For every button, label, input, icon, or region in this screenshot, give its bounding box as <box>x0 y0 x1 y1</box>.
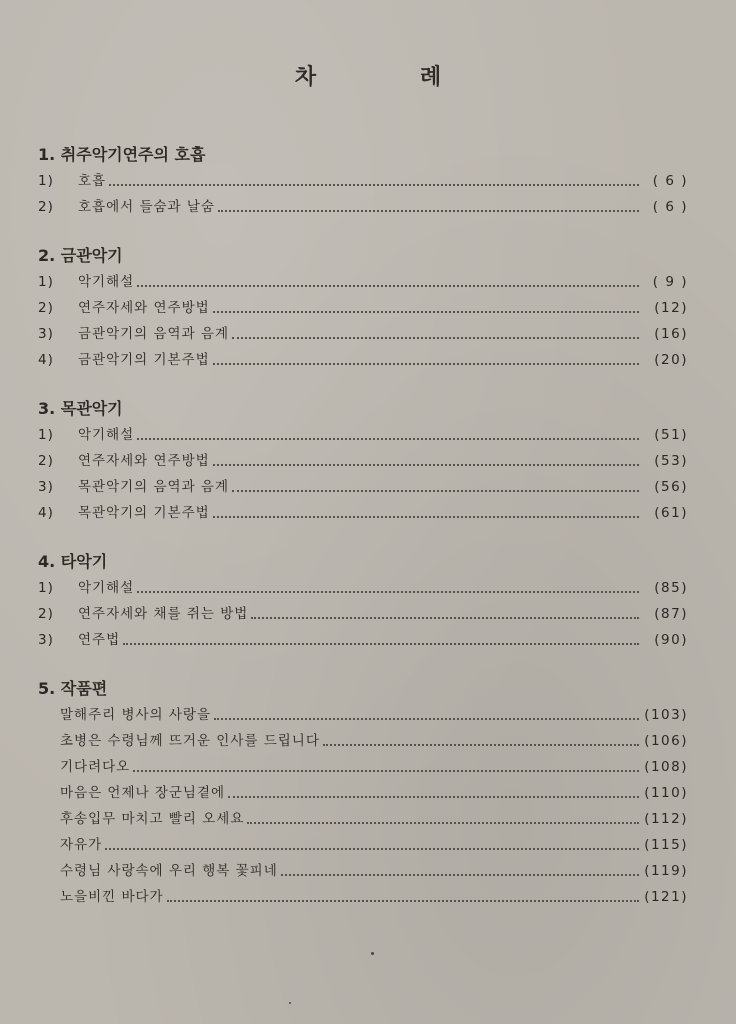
toc-section-2 <box>38 243 688 373</box>
entry-page: (51) <box>654 427 688 443</box>
dot-leader <box>137 438 639 440</box>
dot-leader <box>281 874 639 876</box>
dot-leader <box>123 643 639 645</box>
entry-label: 악기해설 <box>78 580 135 596</box>
entry-page: (90) <box>654 632 688 648</box>
entry-number: 2) <box>38 606 54 622</box>
toc-section-5 <box>38 676 688 910</box>
toc-entry <box>38 728 688 754</box>
entry-label: 목관악기의 음역과 음계 <box>78 479 229 495</box>
entry-page: (103) <box>644 707 688 723</box>
entry-page: (56) <box>654 479 688 495</box>
table-of-contents <box>38 142 688 933</box>
toc-entry <box>38 168 688 194</box>
toc-entry <box>38 806 688 832</box>
dot-leader <box>232 490 639 492</box>
toc-entry <box>38 500 688 526</box>
dot-leader <box>214 718 639 720</box>
entry-label: 연주법 <box>78 632 121 648</box>
dot-leader <box>167 900 639 902</box>
dot-leader <box>109 184 639 186</box>
entry-number: 3) <box>38 479 54 495</box>
dot-leader <box>247 822 639 824</box>
toc-entry <box>38 422 688 448</box>
entry-label: 연주자세와 연주방법 <box>78 453 210 469</box>
toc-entry <box>38 601 688 627</box>
dot-leader <box>213 363 639 365</box>
entry-number: 1) <box>38 173 54 189</box>
entry-page: (16) <box>654 326 688 342</box>
section-heading: 5. 작품편 <box>38 679 108 698</box>
dot-leader <box>213 464 639 466</box>
entry-page: (53) <box>654 453 688 469</box>
entry-number: 3) <box>38 326 54 342</box>
toc-entry <box>38 474 688 500</box>
dot-leader <box>133 770 639 772</box>
entry-label: 말해주리 병사의 사랑을 <box>60 707 211 723</box>
toc-entry <box>38 295 688 321</box>
dot-leader <box>218 210 639 212</box>
entry-label: 기다려다오 <box>60 759 131 775</box>
entry-label: 연주자세와 채를 쥐는 방법 <box>78 606 249 622</box>
entry-number: 1) <box>38 274 54 290</box>
toc-entry <box>38 832 688 858</box>
toc-entry <box>38 702 688 728</box>
entry-page: (87) <box>654 606 688 622</box>
entry-page: (110) <box>644 785 688 801</box>
entry-label: 호흡 <box>78 173 107 189</box>
entry-page: (20) <box>654 352 688 368</box>
page-title: 차 례 <box>294 65 490 90</box>
entry-label: 연주자세와 연주방법 <box>78 300 210 316</box>
entry-page: (112) <box>644 811 688 827</box>
toc-section-1 <box>38 142 688 220</box>
entry-page: ( 9 ) <box>652 274 688 290</box>
toc-entry <box>38 194 688 220</box>
entry-number: 2) <box>38 300 54 316</box>
entry-label: 호흡에서 들숨과 날숨 <box>78 199 215 215</box>
toc-entry <box>38 448 688 474</box>
dot-leader <box>232 337 639 339</box>
entry-page: (61) <box>654 505 688 521</box>
entry-label: 악기해설 <box>78 274 135 290</box>
entry-label: 마음은 언제나 장군님곁에 <box>60 785 226 801</box>
ink-speck <box>289 1002 291 1004</box>
entry-number: 2) <box>38 453 54 469</box>
entry-label: 초병은 수령님께 뜨거운 인사를 드립니다 <box>60 733 320 749</box>
section-heading: 1. 취주악기연주의 호흡 <box>38 145 206 164</box>
entry-label: 수령님 사랑속에 우리 행복 꽃피네 <box>60 863 278 879</box>
entry-label: 금관악기의 기본주법 <box>78 352 210 368</box>
entry-page: (121) <box>644 889 688 905</box>
toc-entry <box>38 321 688 347</box>
dot-leader <box>137 285 639 287</box>
dot-leader <box>228 796 639 798</box>
entry-number: 4) <box>38 505 54 521</box>
section-heading: 3. 목관악기 <box>38 399 123 418</box>
dot-leader <box>137 591 639 593</box>
dot-leader <box>323 744 639 746</box>
toc-entry <box>38 269 688 295</box>
entry-page: (115) <box>644 837 688 853</box>
ink-speck <box>371 952 374 955</box>
entry-number: 1) <box>38 580 54 596</box>
entry-page: (119) <box>644 863 688 879</box>
dot-leader <box>105 848 639 850</box>
dot-leader <box>213 311 639 313</box>
entry-page: (12) <box>654 300 688 316</box>
section-heading: 2. 금관악기 <box>38 246 123 265</box>
entry-label: 목관악기의 기본주법 <box>78 505 210 521</box>
entry-number: 2) <box>38 199 54 215</box>
toc-entry <box>38 347 688 373</box>
toc-entry <box>38 754 688 780</box>
toc-entry <box>38 858 688 884</box>
toc-entry <box>38 884 688 910</box>
dot-leader <box>251 617 639 619</box>
entry-label: 노을비낀 바다가 <box>60 889 164 905</box>
entry-page: (108) <box>644 759 688 775</box>
entry-page: ( 6 ) <box>652 173 688 189</box>
toc-entry <box>38 575 688 601</box>
toc-section-3 <box>38 396 688 526</box>
entry-label: 악기해설 <box>78 427 135 443</box>
entry-number: 1) <box>38 427 54 443</box>
entry-page: (85) <box>654 580 688 596</box>
entry-label: 자유가 <box>60 837 103 853</box>
toc-section-4 <box>38 549 688 653</box>
entry-label: 금관악기의 음역과 음계 <box>78 326 229 342</box>
entry-number: 3) <box>38 632 54 648</box>
section-heading: 4. 타악기 <box>38 552 108 571</box>
entry-number: 4) <box>38 352 54 368</box>
entry-page: (106) <box>644 733 688 749</box>
entry-label: 후송입무 마치고 빨리 오세요 <box>60 811 245 827</box>
entry-page: ( 6 ) <box>652 199 688 215</box>
toc-entry <box>38 627 688 653</box>
toc-entry <box>38 780 688 806</box>
dot-leader <box>213 516 639 518</box>
